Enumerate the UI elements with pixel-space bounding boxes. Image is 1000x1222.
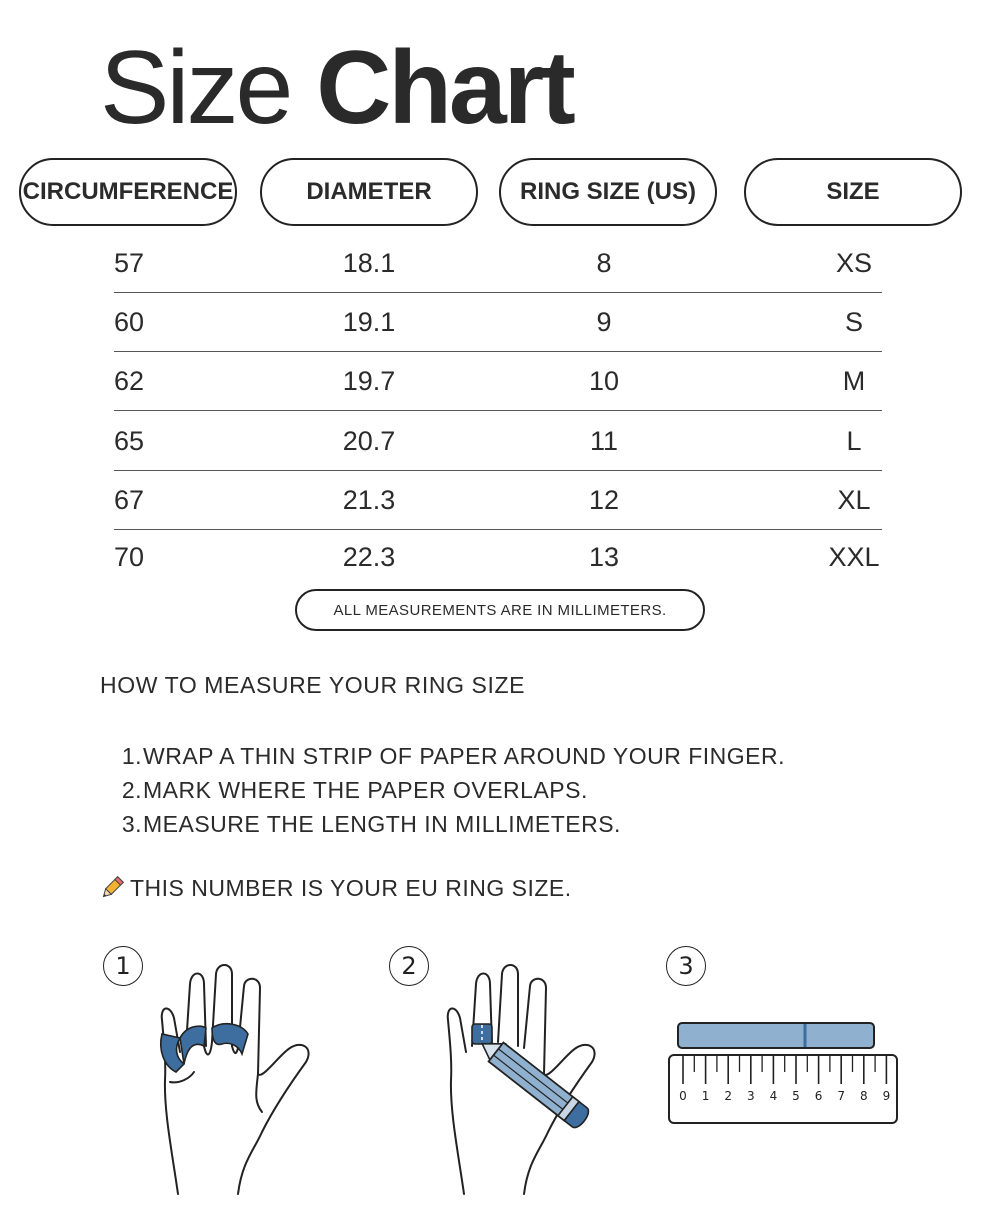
header-ring-size-us: RING SIZE (US)	[499, 158, 717, 226]
list-item	[100, 774, 785, 808]
hand-mark-pencil-icon	[436, 962, 676, 1222]
ruler-tick-label: 2	[724, 1089, 733, 1103]
table-row	[114, 352, 882, 411]
list-item	[100, 808, 785, 842]
ruler-tick-label: 0	[679, 1089, 687, 1103]
step-3-badge: 3	[666, 946, 706, 986]
list-item	[100, 740, 785, 774]
cell-diameter: 21.3	[342, 485, 396, 515]
cell-circumference: 60	[114, 307, 145, 337]
cell-size: XL	[837, 485, 871, 515]
header-diameter: DIAMETER	[260, 158, 478, 226]
cell-diameter: 20.7	[342, 426, 396, 456]
howto-title: HOW TO MEASURE YOUR RING SIZE	[100, 672, 526, 698]
step-number: 3.	[121, 811, 142, 837]
pencil-icon	[98, 874, 126, 902]
cell-circumference: 70	[114, 542, 145, 572]
title-light: Size	[100, 30, 291, 146]
page-title	[100, 28, 573, 148]
ruler-tick-label: 8	[859, 1089, 868, 1103]
ruler-tick-label: 5	[792, 1089, 800, 1103]
units-note: ALL MEASUREMENTS ARE IN MILLIMETERS.	[295, 589, 705, 631]
ruler-measure-icon	[666, 1000, 906, 1200]
cell-diameter: 22.3	[342, 542, 396, 572]
cell-circumference: 57	[114, 248, 145, 278]
cell-circumference: 67	[114, 485, 145, 515]
header-circumference: CIRCUMFERENCE	[19, 158, 237, 226]
cell-size: S	[844, 307, 863, 337]
eu-size-note	[98, 874, 572, 902]
cell-size: M	[842, 366, 866, 396]
cell-diameter: 19.7	[342, 366, 396, 396]
cell-ring-size: 10	[588, 366, 620, 396]
cell-ring-size: 9	[596, 307, 612, 337]
cell-diameter: 19.1	[342, 307, 396, 337]
step-number: 2.	[121, 777, 142, 803]
step-2-badge: 2	[389, 946, 429, 986]
cell-ring-size: 12	[588, 485, 620, 515]
ruler-tick-label: 1	[701, 1089, 710, 1103]
table-row	[114, 528, 882, 586]
ruler-tick-label: 4	[769, 1089, 778, 1103]
cell-size: XS	[835, 248, 873, 278]
step-1-badge: 1	[103, 946, 143, 986]
table-row	[114, 293, 882, 352]
cell-circumference: 65	[114, 426, 145, 456]
cell-ring-size: 13	[588, 542, 620, 572]
cell-size: L	[846, 426, 862, 456]
ruler-tick-label: 9	[882, 1089, 891, 1103]
ruler-tick-label: 3	[746, 1089, 755, 1103]
table-row	[114, 234, 882, 293]
table-row	[114, 471, 882, 530]
header-size: SIZE	[744, 158, 962, 226]
cell-diameter: 18.1	[342, 248, 396, 278]
cell-circumference: 62	[114, 366, 145, 396]
table-row	[114, 412, 882, 471]
hand-wrap-paper-icon	[150, 962, 370, 1222]
eu-note-text: THIS NUMBER IS YOUR EU RING SIZE.	[130, 874, 572, 901]
cell-ring-size: 8	[596, 248, 612, 278]
step-text: MARK WHERE THE PAPER OVERLAPS.	[143, 777, 588, 803]
ruler-tick-label: 6	[814, 1089, 823, 1103]
cell-ring-size: 11	[589, 426, 619, 456]
howto-steps	[100, 740, 785, 842]
step-number: 1.	[121, 743, 142, 769]
ruler-tick-label: 7	[837, 1089, 846, 1103]
title-bold: Chart	[316, 30, 573, 146]
step-text: WRAP A THIN STRIP OF PAPER AROUND YOUR FINGER.	[143, 743, 785, 769]
cell-size: XXL	[828, 542, 880, 572]
step-text: MEASURE THE LENGTH IN MILLIMETERS.	[143, 811, 621, 837]
